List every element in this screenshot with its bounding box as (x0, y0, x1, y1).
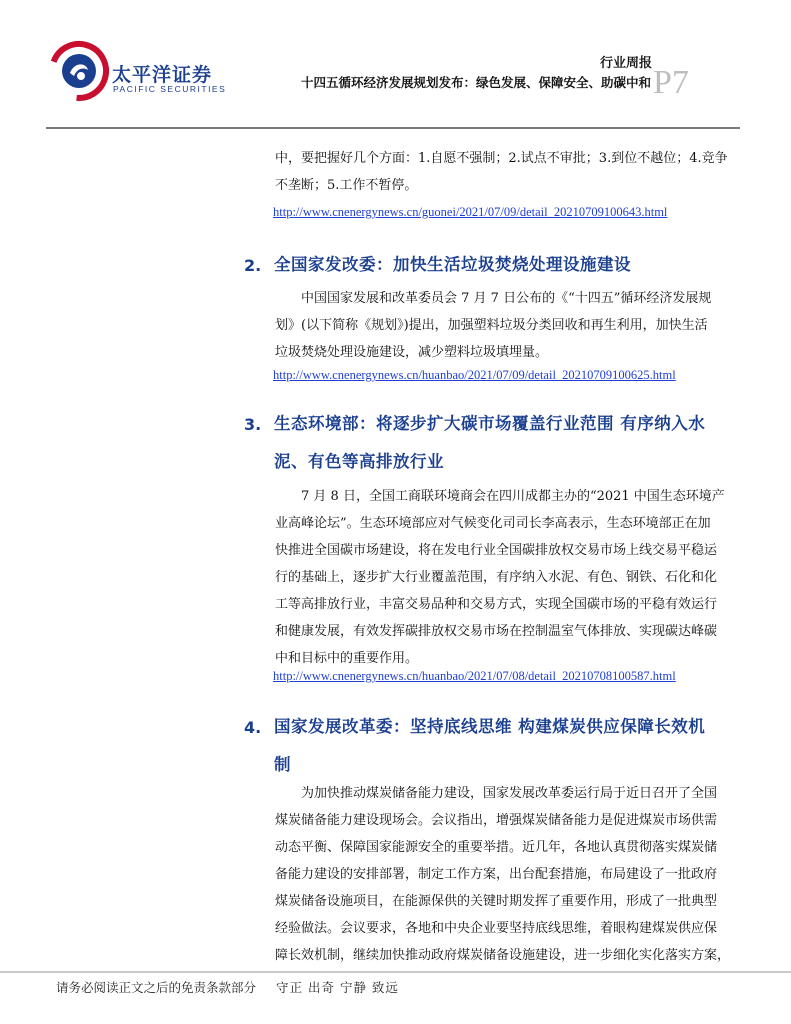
section-heading (274, 405, 744, 481)
report-type: 行业周报 (599, 56, 652, 71)
report-title: 十四五循环经济发展规划发布：绿色发展、保障安全、助碳中和 (300, 75, 651, 90)
paragraph-line: 为加快推动煤炭储备能力建设，国家发展改革委运行局于近日召开了全国 (301, 786, 718, 801)
paragraph-line: 工等高排放行业，丰富交易品种和交易方式，实现全国碳市场的平稳有效运行 (275, 597, 718, 612)
footer-divider (0, 971, 791, 973)
paragraph-line: 业高峰论坛”。生态环境部应对气候变化司司长李高表示，生态环境部正在加 (275, 516, 711, 531)
paragraph-line: 划》(以下简称《规划》)提出，加强塑料垃圾分类回收和再生利用，加快生活 (275, 318, 708, 333)
paragraph-line: 中，要把握好几个方面：1.自愿不强制；2.试点不审批；3.到位不越位；4.竞争 (275, 151, 728, 166)
header-divider (46, 127, 740, 129)
paragraph-line: 中国国家发展和改革委员会 7 月 7 日公布的《“十四五”循环经济发展规 (301, 291, 712, 306)
heading-line: 泥、有色等高排放行业 (274, 452, 444, 471)
page-number: P7 (653, 64, 689, 101)
paragraph-line: 经验做法。会议要求，各地和中央企业要坚持底线思维，着眼构建煤炭供应保 (275, 921, 718, 936)
footer-motto: 守正 出奇 宁静 致远 (276, 980, 399, 995)
paragraph-line: 垃圾焚烧处理设施建设，减少塑料垃圾填埋量。 (275, 345, 549, 360)
page-header (0, 0, 791, 130)
paragraph-line: 和健康发展，有效发挥碳排放权交易市场在控制温室气体排放、实现碳达峰碳 (275, 624, 718, 639)
heading-line: 制 (274, 755, 291, 774)
paragraph-line: 7 月 8 日，全国工商联环境商会在四川成都主办的“2021 中国生态环境产 (301, 489, 725, 504)
continuation-paragraph (275, 145, 740, 199)
brand-name-english: PACIFIC SECURITIES (113, 84, 227, 94)
section-body (275, 483, 740, 672)
section-body (275, 285, 740, 366)
heading-line: 生态环境部：将逐步扩大碳市场覆盖行业范围 有序纳入水 (274, 414, 706, 433)
section-heading (274, 246, 744, 284)
paragraph-line: 动态平衡、保障国家能源安全的重要举措。近几年，各地认真贯彻落实煤炭储 (275, 840, 718, 855)
paragraph-line: 备能力建设的安排部署，制定工作方案，出台配套措施，布局建设了一批政府 (275, 867, 718, 882)
section-number: 2. (244, 256, 262, 275)
source-link[interactable]: http://www.cnenergynews.cn/huanbao/2021/07/08/detail_20210708100587.html (273, 669, 676, 683)
paragraph-line: 行的基础上，逐步扩大行业覆盖范围，有序纳入水泥、有色、钢铁、石化和化 (275, 570, 718, 585)
source-link[interactable]: http://www.cnenergynews.cn/guonei/2021/07/09/detail_20210709100643.html (273, 205, 668, 219)
section-number: 3. (244, 415, 262, 434)
paragraph-line: 障长效机制，继续加快推动政府煤炭储备设施建设，进一步细化实化落实方案， (275, 948, 731, 963)
section-body (275, 780, 740, 969)
paragraph-line: 中和目标中的重要作用。 (275, 651, 419, 666)
heading-line: 国家发展改革委：坚持底线思维 构建煤炭供应保障长效机 (274, 717, 706, 736)
paragraph-line: 煤炭储备能力建设现场会。会议指出，增强煤炭储备能力是促进煤炭市场供需 (275, 813, 718, 828)
footer-disclaimer: 请务必阅读正文之后的免责条款部分 (56, 980, 257, 995)
brand-name: 太平洋证券 (112, 64, 213, 86)
section-heading (274, 708, 744, 784)
pacific-securities-logo (48, 40, 110, 102)
section-number: 4. (244, 718, 262, 737)
paragraph-line: 快推进全国碳市场建设，将在发电行业全国碳排放权交易市场上线交易平稳运 (275, 543, 718, 558)
paragraph-line: 煤炭储备设施项目，在能源保供的关键时期发挥了重要作用，形成了一批典型 (275, 894, 718, 909)
heading-line: 全国家发改委：加快生活垃圾焚烧处理设施建设 (274, 255, 631, 274)
paragraph-line: 不垄断；5.工作不暂停。 (275, 178, 418, 193)
source-link[interactable]: http://www.cnenergynews.cn/huanbao/2021/07/09/detail_20210709100625.html (273, 368, 676, 382)
